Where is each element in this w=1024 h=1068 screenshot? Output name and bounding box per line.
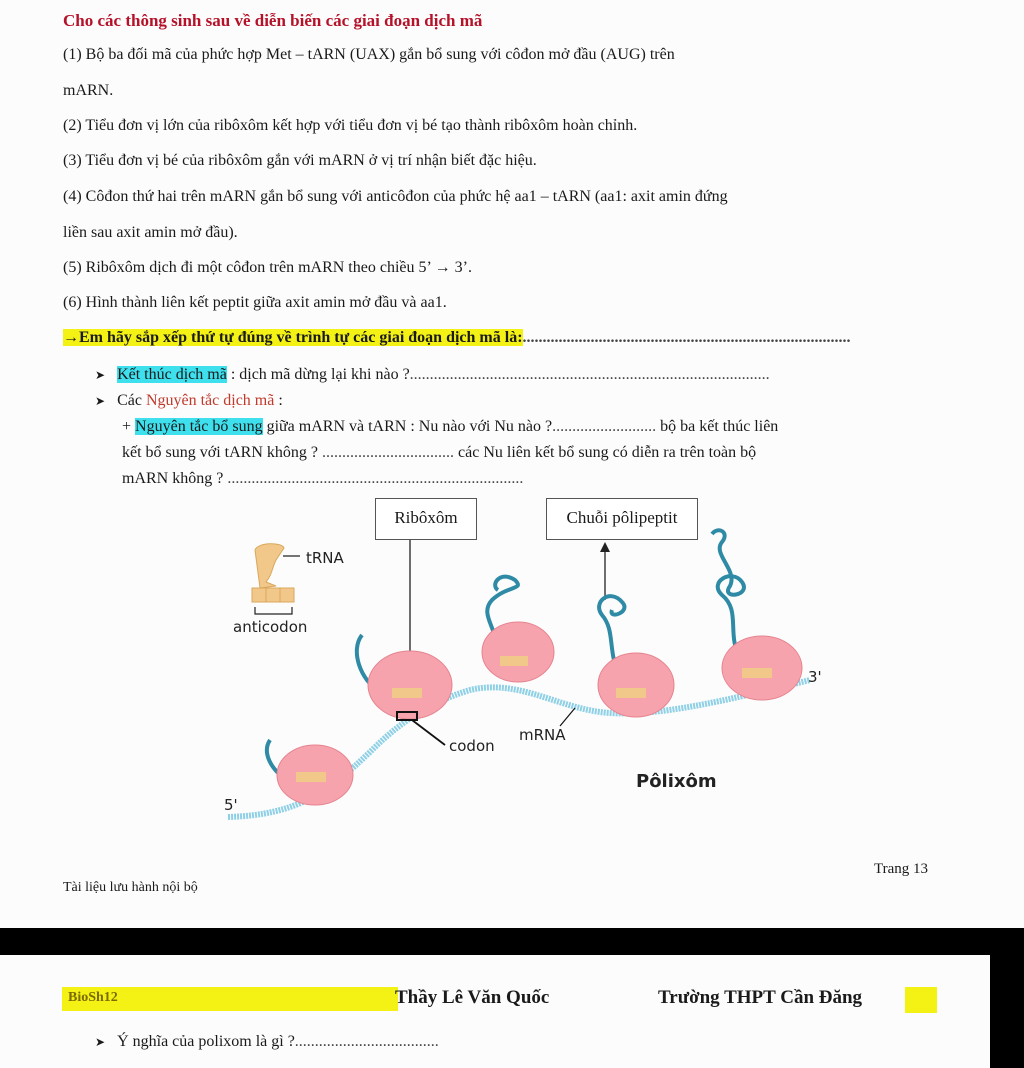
header-left: BioSh12 [68,990,118,1005]
trna-label: tRNA [306,549,344,567]
q3-text: giữa mARN và tARN : Nu nào với Nu nào ? [262,418,553,435]
page-2 [0,955,990,1068]
item-4-cont: liền sau axit amin mở đầu). [63,224,238,241]
q2-prefix: Các [117,392,146,409]
codon-label: codon [449,737,495,755]
question-end-translation [95,366,770,384]
q3-dots: .......................... [552,418,657,435]
polypeptide-label-box: Chuỗi pôlipeptit [546,498,698,540]
ribosome-3 [482,622,554,682]
page-number: Trang 13 [874,861,929,877]
three-prime-label: 3' [808,668,822,686]
q3-tail: bộ ba kết thúc liên [656,418,779,435]
term-ket-thuc: Kết thúc dịch mã [117,366,227,383]
polysome-figure [0,490,1024,850]
q2-suffix: : [274,392,283,409]
question-principles [95,392,283,410]
five-prime-label: 5' [224,796,238,814]
header-school: Trường THPT Cần Đăng [658,987,863,1008]
ribosome-1 [277,745,353,805]
item-1: (1) Bộ ba đối mã của phức hợp Met – tARN (UAX) gắn bổ sung với côđon mở đầu (AUG) trên [63,46,675,63]
mrna-pointer [560,708,575,726]
chain-arrowhead [600,542,610,552]
ribosome-5 [722,636,802,700]
trna-icon [252,544,300,614]
page-title: Cho các thông sinh sau về diễn biến các giai đoạn dịch mã [63,11,483,30]
question-whole-mrna [122,470,523,488]
item-1-cont: mARN. [63,82,114,99]
q4-dots: ................................. [322,444,455,461]
item-6: (6) Hình thành liên kết peptit giữa axit amin mở đầu và aa1. [63,294,447,311]
polysome-question-dots: .................................... [294,1033,439,1050]
item-3: (3) Tiểu đơn vị bé của ribôxôm gắn với mARN ở vị trí nhận biết đặc hiệu. [63,152,537,169]
term-bo-sung: Nguyên tắc bổ sung [135,418,263,435]
task-line [63,329,851,347]
polysome-question: Ý nghĩa của polixom là gì ? [117,1033,295,1050]
footer-left: Tài liệu lưu hành nội bộ [63,880,198,895]
header-right-highlight [905,987,937,1013]
q5-text: mARN không ? [122,470,228,487]
item-4: (4) Côđon thứ hai trên mARN gắn bổ sung với anticôđon của phức hệ aa1 – tARN (aa1: axit amin đứng [63,188,728,205]
anticodon-label: anticodon [233,618,308,636]
question-complementary [122,418,778,436]
task-text: →Em hãy sắp xếp thứ tự đúng về trình tự các giai đoạn dịch mã là: [63,329,523,346]
header-teacher: Thầy Lê Văn Quốc [395,987,550,1008]
arrow-bullet-icon: ➤ [95,368,106,382]
ribosome-4 [598,653,674,717]
q3-plus: + [122,418,136,435]
q1-text: : dịch mã dừng lại khi nào ? [226,366,410,383]
ribosome-label-box: Ribôxôm [375,498,477,540]
header-highlight-bar [62,987,398,1011]
arrow-bullet-icon: ➤ [95,394,106,408]
polysome-label: Pôlixôm [636,771,717,792]
task-dots: .................................................................................. [522,329,851,346]
q4-text: kết bổ sung với tARN không ? [122,444,323,461]
arrow-bullet-icon: ➤ [95,1035,106,1049]
question-polysome [95,1033,439,1051]
q5-dots: .......................................................................... [227,470,524,487]
item-2: (2) Tiểu đơn vị lớn của ribôxôm kết hợp với tiểu đơn vị bé tạo thành ribôxôm hoàn chỉnh. [63,117,638,134]
q1-dots: .......................................................................................... [409,366,770,383]
ribosome-2 [368,651,452,719]
mrna-label: mRNA [519,726,566,744]
polypeptide-chain-5 [712,530,744,655]
codon-pointer [412,720,445,745]
q4-tail: các Nu liên kết bổ sung có diễn ra trên toàn bộ [454,444,757,461]
q2-red-term: Nguyên tắc dịch mã [145,392,275,409]
question-stop-codon [122,444,756,462]
item-5: (5) Ribôxôm dịch đi một côđon trên mARN theo chiều 5’ → 3’. [63,259,472,276]
